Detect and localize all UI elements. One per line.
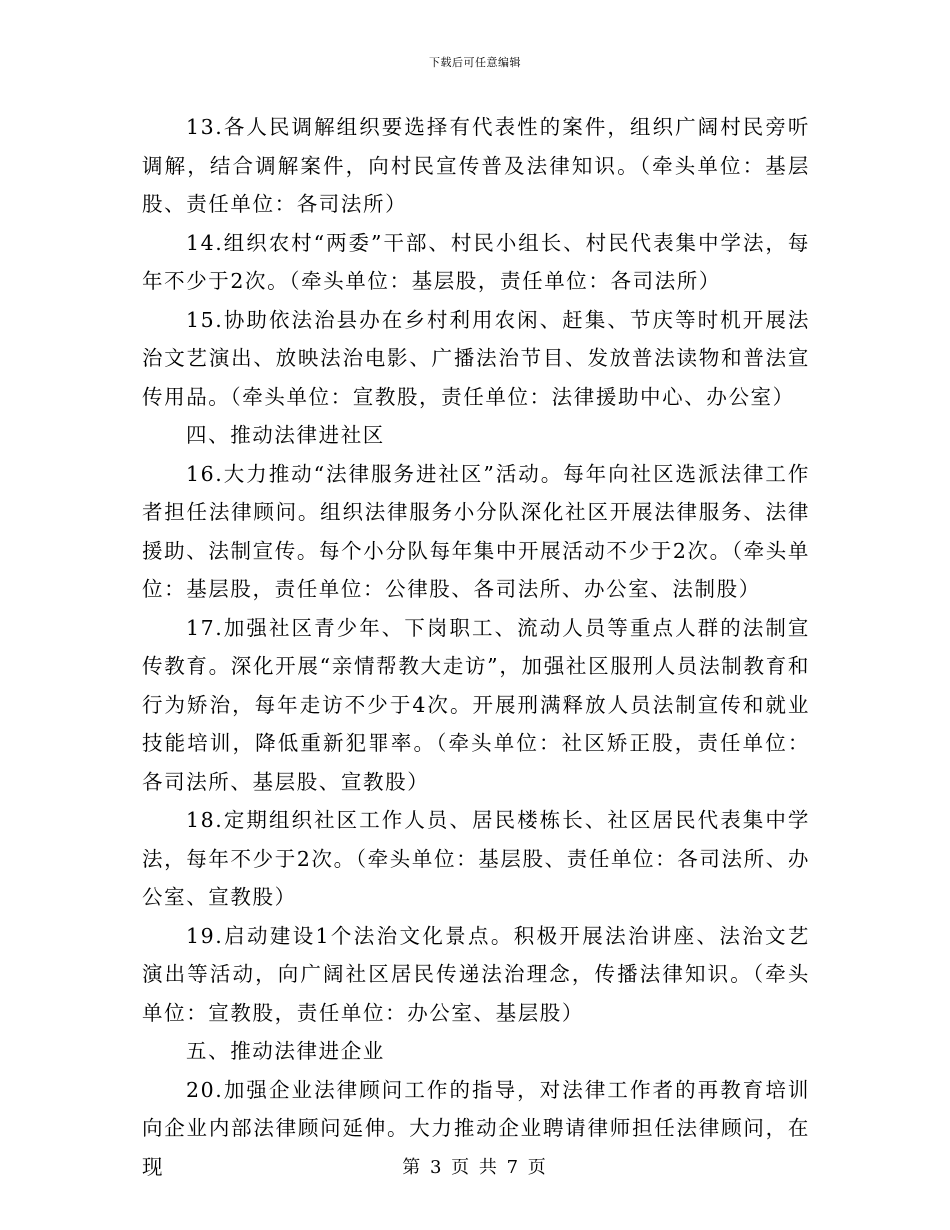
paragraph-item-13: 13.各人民调解组织要选择有代表性的案件，组织广阔村民旁听调解，结合调解案件，向村民宣传普及法律知识。（牵头单位：基层股、责任单位：各司法所） bbox=[142, 115, 810, 216]
paragraph-item-19: 19.启动建设1个法治文化景点。积极开展法治讲座、法治文艺演出等活动，向广阔社区居民传递法治理念，传播法律知识。（牵头单位：宣教股，责任单位：办公室、基层股） bbox=[142, 923, 810, 1025]
paragraph-item-18: 18.定期组织社区工作人员、居民楼栋长、社区居民代表集中学法，每年不少于2次。（牵头单位：基层股、责任单位：各司法所、办公室、宣教股） bbox=[142, 808, 810, 909]
paragraph-item-16: 16.大力推动“法律服务进社区”活动。每年向社区选派法律工作者担任法律顾问。组织法律服务小分队深化社区开展法律服务、法律援助、法制宣传。每个小分队每年集中开展活动不少于2次。（牵头单位：基层股，责任单位：公律股、各司法所、办公室、法制股） bbox=[142, 461, 810, 601]
paragraph-item-14: 14.组织农村“两委”干部、村民小组长、村民代表集中学法，每年不少于2次。（牵头单位：基层股，责任单位：各司法所） bbox=[142, 230, 810, 293]
page-footer: 第 3 页 共 7 页 bbox=[402, 1157, 548, 1178]
document-body bbox=[142, 108, 810, 1186]
paragraph-item-15: 15.协助依法治县办在乡村利用农闲、赶集、节庆等时机开展法治文艺演出、放映法治电影、广播法治节目、发放普法读物和普法宣传用品。（牵头单位：宣教股，责任单位：法律援助中心、办公室） bbox=[142, 307, 810, 409]
paragraph-item-17: 17.加强社区青少年、下岗职工、流动人员等重点人群的法制宣传教育。深化开展“亲情帮教大走访”，加强社区服刑人员法制教育和行为矫治，每年走访不少于4次。开展刑满释放人员法制宣传和就业技能培训，降低重新犯罪率。（牵头单位：社区矫正股，责任单位：各司法所、基层股、宣教股） bbox=[142, 615, 810, 794]
section-heading-enterprise: 五、推动法律进企业 bbox=[186, 1039, 385, 1063]
section-heading-community: 四、推动法律进社区 bbox=[186, 423, 385, 447]
page-header: 下载后可任意编辑 bbox=[429, 56, 521, 69]
paragraph-item-20: 20.加强企业法律顾问工作的指导，对法律工作者的再教育培训向企业内部法律顾问延伸。大力推动企业聘请律师担任法律顾问，在现 bbox=[142, 1077, 810, 1179]
